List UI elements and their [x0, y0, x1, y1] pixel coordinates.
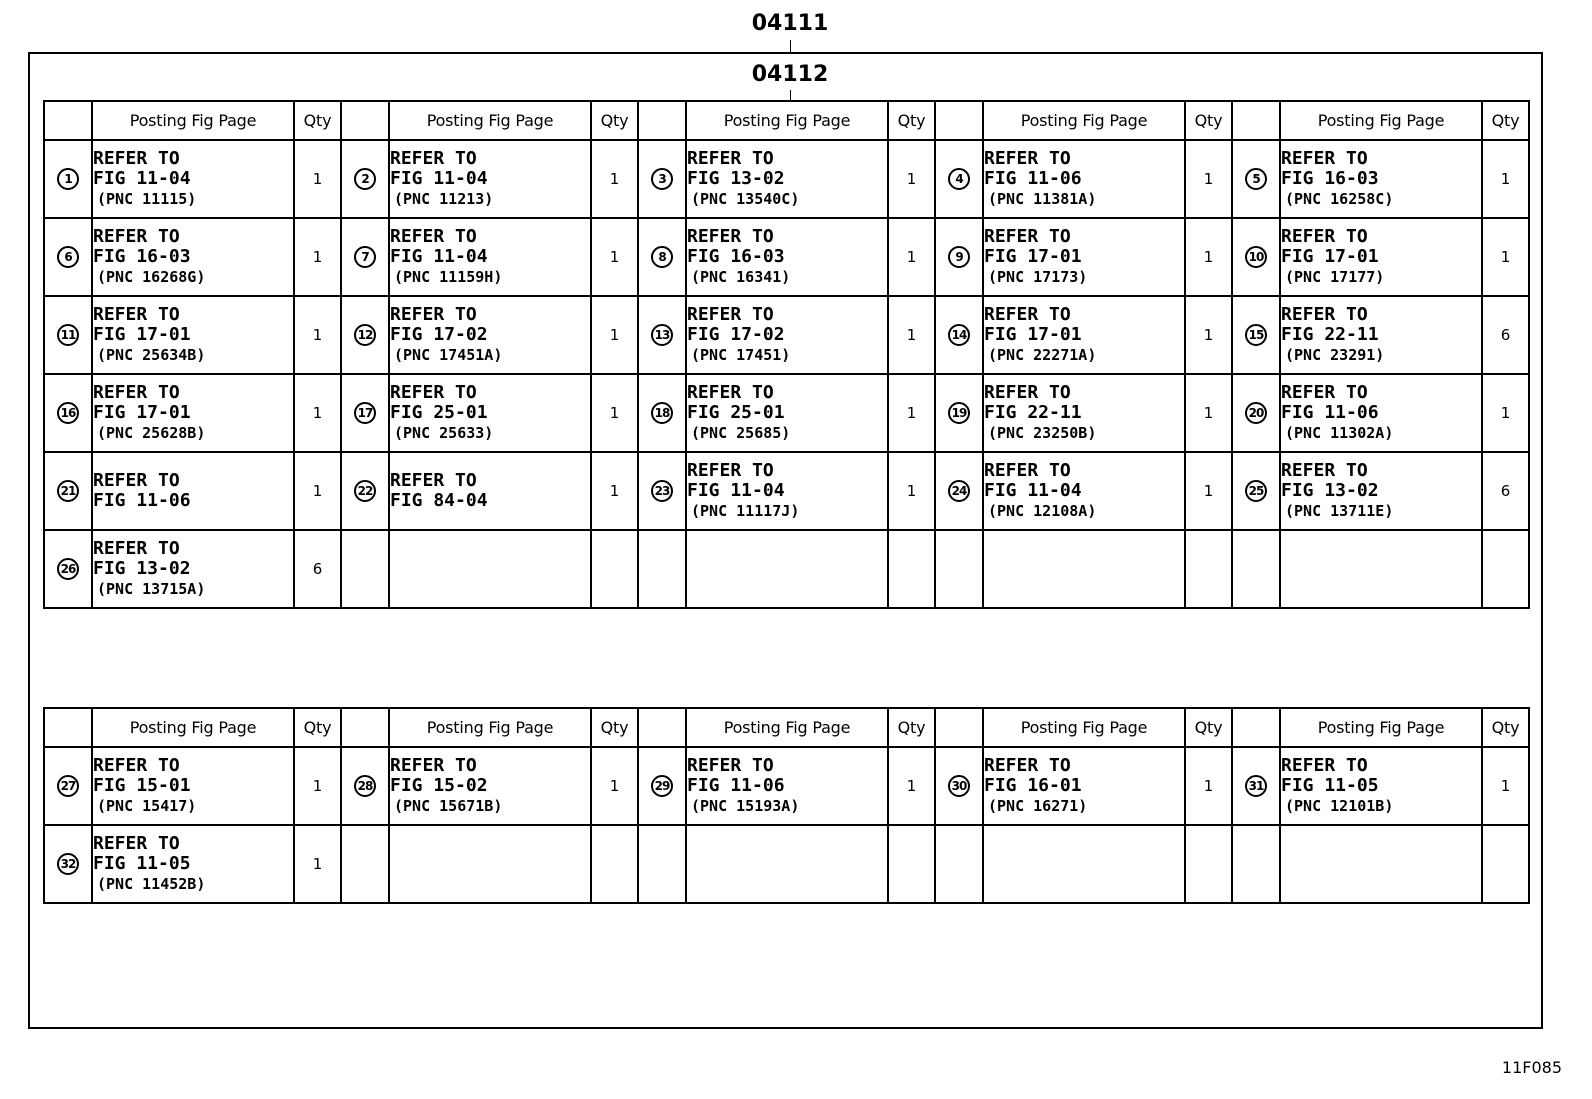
- pnc-text: (PNC 13540C): [691, 190, 800, 208]
- col-header-qty: Qty: [591, 708, 638, 747]
- fig-ref-text: FIG 17-02: [687, 324, 785, 345]
- posting-ref-cell: [686, 296, 888, 374]
- item-number-badge: 11: [57, 324, 79, 346]
- fig-ref-text: FIG 11-04: [687, 480, 785, 501]
- posting-ref-cell: [983, 218, 1185, 296]
- col-header-qty: Qty: [591, 101, 638, 140]
- qty-cell: [888, 825, 935, 903]
- item-number-cell: [341, 825, 389, 903]
- refer-to-text: REFER TO: [93, 304, 180, 325]
- item-number-badge: 2: [354, 168, 376, 190]
- item-number-cell: [638, 530, 686, 608]
- qty-cell: 1: [294, 825, 341, 903]
- item-number-cell: [638, 218, 686, 296]
- item-number-badge: 32: [57, 853, 79, 875]
- pnc-text: (PNC 25633): [394, 424, 494, 442]
- pnc-text: (PNC 17177): [1285, 268, 1385, 286]
- refer-to-text: REFER TO: [390, 382, 477, 403]
- pnc-text: (PNC 11159H): [394, 268, 503, 286]
- qty-cell: 1: [1482, 747, 1529, 825]
- qty-cell: 1: [1185, 452, 1232, 530]
- qty-cell: [1482, 530, 1529, 608]
- pnc-text: (PNC 25628B): [97, 424, 206, 442]
- fig-ref-text: FIG 17-02: [390, 324, 488, 345]
- qty-cell: 1: [294, 296, 341, 374]
- pnc-text: (PNC 17451A): [394, 346, 503, 364]
- col-header-posting: Posting Fig Page: [92, 101, 294, 140]
- pnc-text: (PNC 17173): [988, 268, 1088, 286]
- qty-cell: 6: [294, 530, 341, 608]
- fig-ref-text: FIG 22-11: [1281, 324, 1379, 345]
- col-header-posting: Posting Fig Page: [92, 708, 294, 747]
- posting-ref-cell: [983, 825, 1185, 903]
- pnc-text: (PNC 11302A): [1285, 424, 1394, 442]
- qty-cell: 1: [591, 296, 638, 374]
- refer-to-text: REFER TO: [1281, 148, 1368, 169]
- qty-cell: 1: [591, 140, 638, 218]
- posting-table-1: [43, 100, 1530, 609]
- posting-ref-cell: [389, 218, 591, 296]
- refer-to-text: REFER TO: [93, 538, 180, 559]
- item-number-cell: [341, 296, 389, 374]
- qty-cell: 6: [1482, 452, 1529, 530]
- refer-to-text: REFER TO: [687, 304, 774, 325]
- fig-ref-text: FIG 13-02: [93, 558, 191, 579]
- qty-cell: 1: [294, 218, 341, 296]
- col-header-num: [1232, 708, 1280, 747]
- posting-ref-cell: [983, 296, 1185, 374]
- qty-cell: 1: [591, 747, 638, 825]
- refer-to-text: REFER TO: [687, 226, 774, 247]
- item-number-badge: 25: [1245, 480, 1267, 502]
- fig-ref-text: FIG 17-01: [984, 246, 1082, 267]
- posting-ref-cell: [389, 374, 591, 452]
- posting-ref-cell: [389, 530, 591, 608]
- item-number-cell: [44, 374, 92, 452]
- refer-to-text: REFER TO: [93, 755, 180, 776]
- posting-ref-cell: [389, 452, 591, 530]
- col-header-posting: Posting Fig Page: [983, 101, 1185, 140]
- pnc-text: (PNC 16268G): [97, 268, 206, 286]
- qty-cell: 1: [1185, 218, 1232, 296]
- item-number-cell: [935, 825, 983, 903]
- table-row: [44, 747, 1529, 825]
- col-header-qty: Qty: [294, 708, 341, 747]
- col-header-num: [935, 101, 983, 140]
- pnc-text: (PNC 23250B): [988, 424, 1097, 442]
- posting-ref-cell: [92, 452, 294, 530]
- item-number-cell: [44, 140, 92, 218]
- item-number-badge: 12: [354, 324, 376, 346]
- pnc-text: (PNC 17451): [691, 346, 791, 364]
- posting-ref-cell: [92, 747, 294, 825]
- refer-to-text: REFER TO: [984, 304, 1071, 325]
- item-number-badge: 30: [948, 775, 970, 797]
- posting-ref-cell: [92, 296, 294, 374]
- item-number-badge: 18: [651, 402, 673, 424]
- qty-cell: 1: [888, 374, 935, 452]
- item-number-badge: 27: [57, 775, 79, 797]
- fig-ref-text: FIG 22-11: [984, 402, 1082, 423]
- fig-ref-text: FIG 11-06: [687, 775, 785, 796]
- header-row: [44, 101, 1529, 140]
- qty-cell: 1: [1185, 747, 1232, 825]
- item-number-cell: [638, 296, 686, 374]
- item-number-badge: 21: [57, 480, 79, 502]
- fig-ref-text: FIG 15-02: [390, 775, 488, 796]
- posting-ref-cell: [686, 374, 888, 452]
- item-number-cell: [638, 374, 686, 452]
- qty-cell: 1: [1185, 296, 1232, 374]
- table-row: [44, 296, 1529, 374]
- col-header-qty: Qty: [1482, 708, 1529, 747]
- item-number-cell: [935, 218, 983, 296]
- item-number-cell: [44, 218, 92, 296]
- table-row: [44, 140, 1529, 218]
- refer-to-text: REFER TO: [1281, 460, 1368, 481]
- posting-ref-cell: [1280, 452, 1482, 530]
- fig-ref-text: FIG 16-03: [687, 246, 785, 267]
- item-number-cell: [341, 530, 389, 608]
- item-number-cell: [1232, 825, 1280, 903]
- fig-ref-text: FIG 16-01: [984, 775, 1082, 796]
- refer-to-text: REFER TO: [984, 755, 1071, 776]
- fig-ref-text: FIG 11-05: [1281, 775, 1379, 796]
- col-header-qty: Qty: [888, 708, 935, 747]
- pnc-text: (PNC 11115): [97, 190, 197, 208]
- qty-cell: [888, 530, 935, 608]
- posting-ref-cell: [92, 140, 294, 218]
- col-header-qty: Qty: [1185, 708, 1232, 747]
- item-number-cell: [1232, 452, 1280, 530]
- pnc-text: (PNC 16341): [691, 268, 791, 286]
- item-number-cell: [935, 140, 983, 218]
- table-row: [44, 530, 1529, 608]
- posting-ref-cell: [686, 747, 888, 825]
- posting-ref-cell: [389, 140, 591, 218]
- item-number-cell: [1232, 140, 1280, 218]
- posting-ref-cell: [92, 374, 294, 452]
- item-number-cell: [44, 530, 92, 608]
- refer-to-text: REFER TO: [93, 382, 180, 403]
- item-number-cell: [44, 452, 92, 530]
- qty-cell: 1: [1482, 374, 1529, 452]
- item-number-badge: 10: [1245, 246, 1267, 268]
- item-number-cell: [44, 747, 92, 825]
- item-number-badge: 1: [57, 168, 79, 190]
- refer-to-text: REFER TO: [390, 470, 477, 491]
- qty-cell: 1: [591, 218, 638, 296]
- fig-ref-text: FIG 17-01: [93, 324, 191, 345]
- refer-to-text: REFER TO: [93, 148, 180, 169]
- fig-ref-text: FIG 11-04: [390, 168, 488, 189]
- posting-ref-cell: [1280, 530, 1482, 608]
- posting-table-2: [43, 707, 1530, 904]
- outer-code-tick: [790, 40, 791, 52]
- col-header-qty: Qty: [1185, 101, 1232, 140]
- item-number-cell: [638, 140, 686, 218]
- col-header-qty: Qty: [1482, 101, 1529, 140]
- item-number-badge: 28: [354, 775, 376, 797]
- refer-to-text: REFER TO: [93, 833, 180, 854]
- posting-ref-cell: [1280, 140, 1482, 218]
- item-number-badge: 31: [1245, 775, 1267, 797]
- table-row: [44, 452, 1529, 530]
- col-header-posting: Posting Fig Page: [389, 101, 591, 140]
- fig-ref-text: FIG 17-01: [93, 402, 191, 423]
- posting-ref-cell: [1280, 218, 1482, 296]
- refer-to-text: REFER TO: [390, 226, 477, 247]
- item-number-cell: [1232, 530, 1280, 608]
- fig-ref-text: FIG 13-02: [687, 168, 785, 189]
- qty-cell: 1: [1185, 374, 1232, 452]
- figure-code: 11F085: [1501, 1058, 1562, 1077]
- fig-ref-text: FIG 13-02: [1281, 480, 1379, 501]
- qty-cell: 1: [294, 140, 341, 218]
- item-number-cell: [1232, 747, 1280, 825]
- item-number-badge: 8: [651, 246, 673, 268]
- posting-ref-cell: [983, 374, 1185, 452]
- inner-code-tick: [790, 90, 791, 100]
- refer-to-text: REFER TO: [1281, 304, 1368, 325]
- refer-to-text: REFER TO: [984, 226, 1071, 247]
- table-row: [44, 825, 1529, 903]
- qty-cell: [1482, 825, 1529, 903]
- qty-cell: 1: [294, 374, 341, 452]
- fig-ref-text: FIG 17-01: [1281, 246, 1379, 267]
- item-number-badge: 19: [948, 402, 970, 424]
- posting-ref-cell: [92, 218, 294, 296]
- qty-cell: 1: [591, 374, 638, 452]
- fig-ref-text: FIG 16-03: [1281, 168, 1379, 189]
- pnc-text: (PNC 22271A): [988, 346, 1097, 364]
- col-header-posting: Posting Fig Page: [686, 101, 888, 140]
- posting-ref-cell: [389, 825, 591, 903]
- item-number-badge: 20: [1245, 402, 1267, 424]
- refer-to-text: REFER TO: [984, 148, 1071, 169]
- outer-code-label: 04111: [751, 11, 829, 36]
- col-header-num: [1232, 101, 1280, 140]
- item-number-cell: [935, 296, 983, 374]
- fig-ref-text: FIG 25-01: [687, 402, 785, 423]
- posting-ref-cell: [92, 825, 294, 903]
- posting-ref-cell: [389, 747, 591, 825]
- posting-ref-cell: [92, 530, 294, 608]
- item-number-badge: 22: [354, 480, 376, 502]
- item-number-badge: 6: [57, 246, 79, 268]
- item-number-cell: [341, 374, 389, 452]
- pnc-text: (PNC 13711E): [1285, 502, 1394, 520]
- col-header-posting: Posting Fig Page: [983, 708, 1185, 747]
- pnc-text: (PNC 23291): [1285, 346, 1385, 364]
- posting-ref-cell: [1280, 296, 1482, 374]
- col-header-num: [638, 101, 686, 140]
- col-header-num: [638, 708, 686, 747]
- posting-ref-cell: [686, 825, 888, 903]
- pnc-text: (PNC 13715A): [97, 580, 206, 598]
- refer-to-text: REFER TO: [390, 755, 477, 776]
- item-number-badge: 17: [354, 402, 376, 424]
- item-number-cell: [341, 747, 389, 825]
- pnc-text: (PNC 16258C): [1285, 190, 1394, 208]
- col-header-posting: Posting Fig Page: [686, 708, 888, 747]
- posting-ref-cell: [686, 452, 888, 530]
- fig-ref-text: FIG 11-06: [93, 490, 191, 511]
- col-header-num: [44, 708, 92, 747]
- posting-ref-cell: [983, 452, 1185, 530]
- col-header-num: [341, 708, 389, 747]
- col-header-qty: Qty: [294, 101, 341, 140]
- fig-ref-text: FIG 17-01: [984, 324, 1082, 345]
- item-number-cell: [935, 374, 983, 452]
- qty-cell: 1: [1482, 140, 1529, 218]
- fig-ref-text: FIG 11-06: [1281, 402, 1379, 423]
- header-row: [44, 708, 1529, 747]
- item-number-badge: 3: [651, 168, 673, 190]
- qty-cell: 1: [1482, 218, 1529, 296]
- table-row: [44, 374, 1529, 452]
- pnc-text: (PNC 11381A): [988, 190, 1097, 208]
- qty-cell: 1: [1185, 140, 1232, 218]
- refer-to-text: REFER TO: [1281, 226, 1368, 247]
- posting-ref-cell: [686, 140, 888, 218]
- posting-ref-cell: [1280, 747, 1482, 825]
- qty-cell: 1: [591, 452, 638, 530]
- pnc-text: (PNC 12108A): [988, 502, 1097, 520]
- item-number-badge: 9: [948, 246, 970, 268]
- posting-ref-cell: [686, 218, 888, 296]
- fig-ref-text: FIG 16-03: [93, 246, 191, 267]
- refer-to-text: REFER TO: [687, 460, 774, 481]
- item-number-badge: 23: [651, 480, 673, 502]
- fig-ref-text: FIG 11-04: [390, 246, 488, 267]
- fig-ref-text: FIG 11-04: [984, 480, 1082, 501]
- pnc-text: (PNC 16271): [988, 797, 1088, 815]
- col-header-num: [935, 708, 983, 747]
- col-header-posting: Posting Fig Page: [1280, 708, 1482, 747]
- col-header-num: [341, 101, 389, 140]
- item-number-cell: [935, 530, 983, 608]
- pnc-text: (PNC 12101B): [1285, 797, 1394, 815]
- qty-cell: 1: [888, 747, 935, 825]
- item-number-cell: [1232, 296, 1280, 374]
- qty-cell: 1: [888, 452, 935, 530]
- inner-code-label: 04112: [751, 62, 829, 87]
- pnc-text: (PNC 25685): [691, 424, 791, 442]
- item-number-badge: 4: [948, 168, 970, 190]
- refer-to-text: REFER TO: [984, 460, 1071, 481]
- item-number-badge: 15: [1245, 324, 1267, 346]
- item-number-badge: 13: [651, 324, 673, 346]
- col-header-num: [44, 101, 92, 140]
- posting-ref-cell: [983, 747, 1185, 825]
- pnc-text: (PNC 11117J): [691, 502, 800, 520]
- fig-ref-text: FIG 15-01: [93, 775, 191, 796]
- item-number-badge: 29: [651, 775, 673, 797]
- item-number-cell: [935, 452, 983, 530]
- pnc-text: (PNC 11213): [394, 190, 494, 208]
- qty-cell: [591, 825, 638, 903]
- item-number-cell: [44, 296, 92, 374]
- item-number-cell: [341, 452, 389, 530]
- posting-ref-cell: [686, 530, 888, 608]
- table-row: [44, 218, 1529, 296]
- refer-to-text: REFER TO: [390, 148, 477, 169]
- refer-to-text: REFER TO: [93, 226, 180, 247]
- item-number-cell: [341, 218, 389, 296]
- item-number-badge: 5: [1245, 168, 1267, 190]
- refer-to-text: REFER TO: [984, 382, 1071, 403]
- item-number-cell: [935, 747, 983, 825]
- pnc-text: (PNC 15193A): [691, 797, 800, 815]
- col-header-qty: Qty: [888, 101, 935, 140]
- item-number-badge: 26: [57, 558, 79, 580]
- posting-ref-cell: [1280, 374, 1482, 452]
- item-number-cell: [638, 747, 686, 825]
- posting-ref-cell: [983, 140, 1185, 218]
- qty-cell: 1: [888, 140, 935, 218]
- refer-to-text: REFER TO: [93, 470, 180, 491]
- item-number-cell: [1232, 374, 1280, 452]
- qty-cell: [591, 530, 638, 608]
- col-header-posting: Posting Fig Page: [1280, 101, 1482, 140]
- qty-cell: 1: [888, 218, 935, 296]
- refer-to-text: REFER TO: [390, 304, 477, 325]
- qty-cell: 1: [294, 452, 341, 530]
- refer-to-text: REFER TO: [1281, 755, 1368, 776]
- refer-to-text: REFER TO: [687, 382, 774, 403]
- pnc-text: (PNC 25634B): [97, 346, 206, 364]
- posting-ref-cell: [983, 530, 1185, 608]
- item-number-cell: [341, 140, 389, 218]
- item-number-badge: 24: [948, 480, 970, 502]
- refer-to-text: REFER TO: [687, 148, 774, 169]
- qty-cell: 1: [294, 747, 341, 825]
- item-number-cell: [44, 825, 92, 903]
- qty-cell: [1185, 825, 1232, 903]
- refer-to-text: REFER TO: [687, 755, 774, 776]
- pnc-text: (PNC 15417): [97, 797, 197, 815]
- item-number-badge: 16: [57, 402, 79, 424]
- qty-cell: 6: [1482, 296, 1529, 374]
- refer-to-text: REFER TO: [1281, 382, 1368, 403]
- col-header-posting: Posting Fig Page: [389, 708, 591, 747]
- item-number-cell: [638, 452, 686, 530]
- fig-ref-text: FIG 25-01: [390, 402, 488, 423]
- item-number-badge: 7: [354, 246, 376, 268]
- posting-ref-cell: [1280, 825, 1482, 903]
- item-number-cell: [638, 825, 686, 903]
- item-number-cell: [1232, 218, 1280, 296]
- pnc-text: (PNC 11452B): [97, 875, 206, 893]
- pnc-text: (PNC 15671B): [394, 797, 503, 815]
- qty-cell: [1185, 530, 1232, 608]
- fig-ref-text: FIG 84-04: [390, 490, 488, 511]
- item-number-badge: 14: [948, 324, 970, 346]
- posting-ref-cell: [389, 296, 591, 374]
- fig-ref-text: FIG 11-06: [984, 168, 1082, 189]
- qty-cell: 1: [888, 296, 935, 374]
- fig-ref-text: FIG 11-04: [93, 168, 191, 189]
- fig-ref-text: FIG 11-05: [93, 853, 191, 874]
